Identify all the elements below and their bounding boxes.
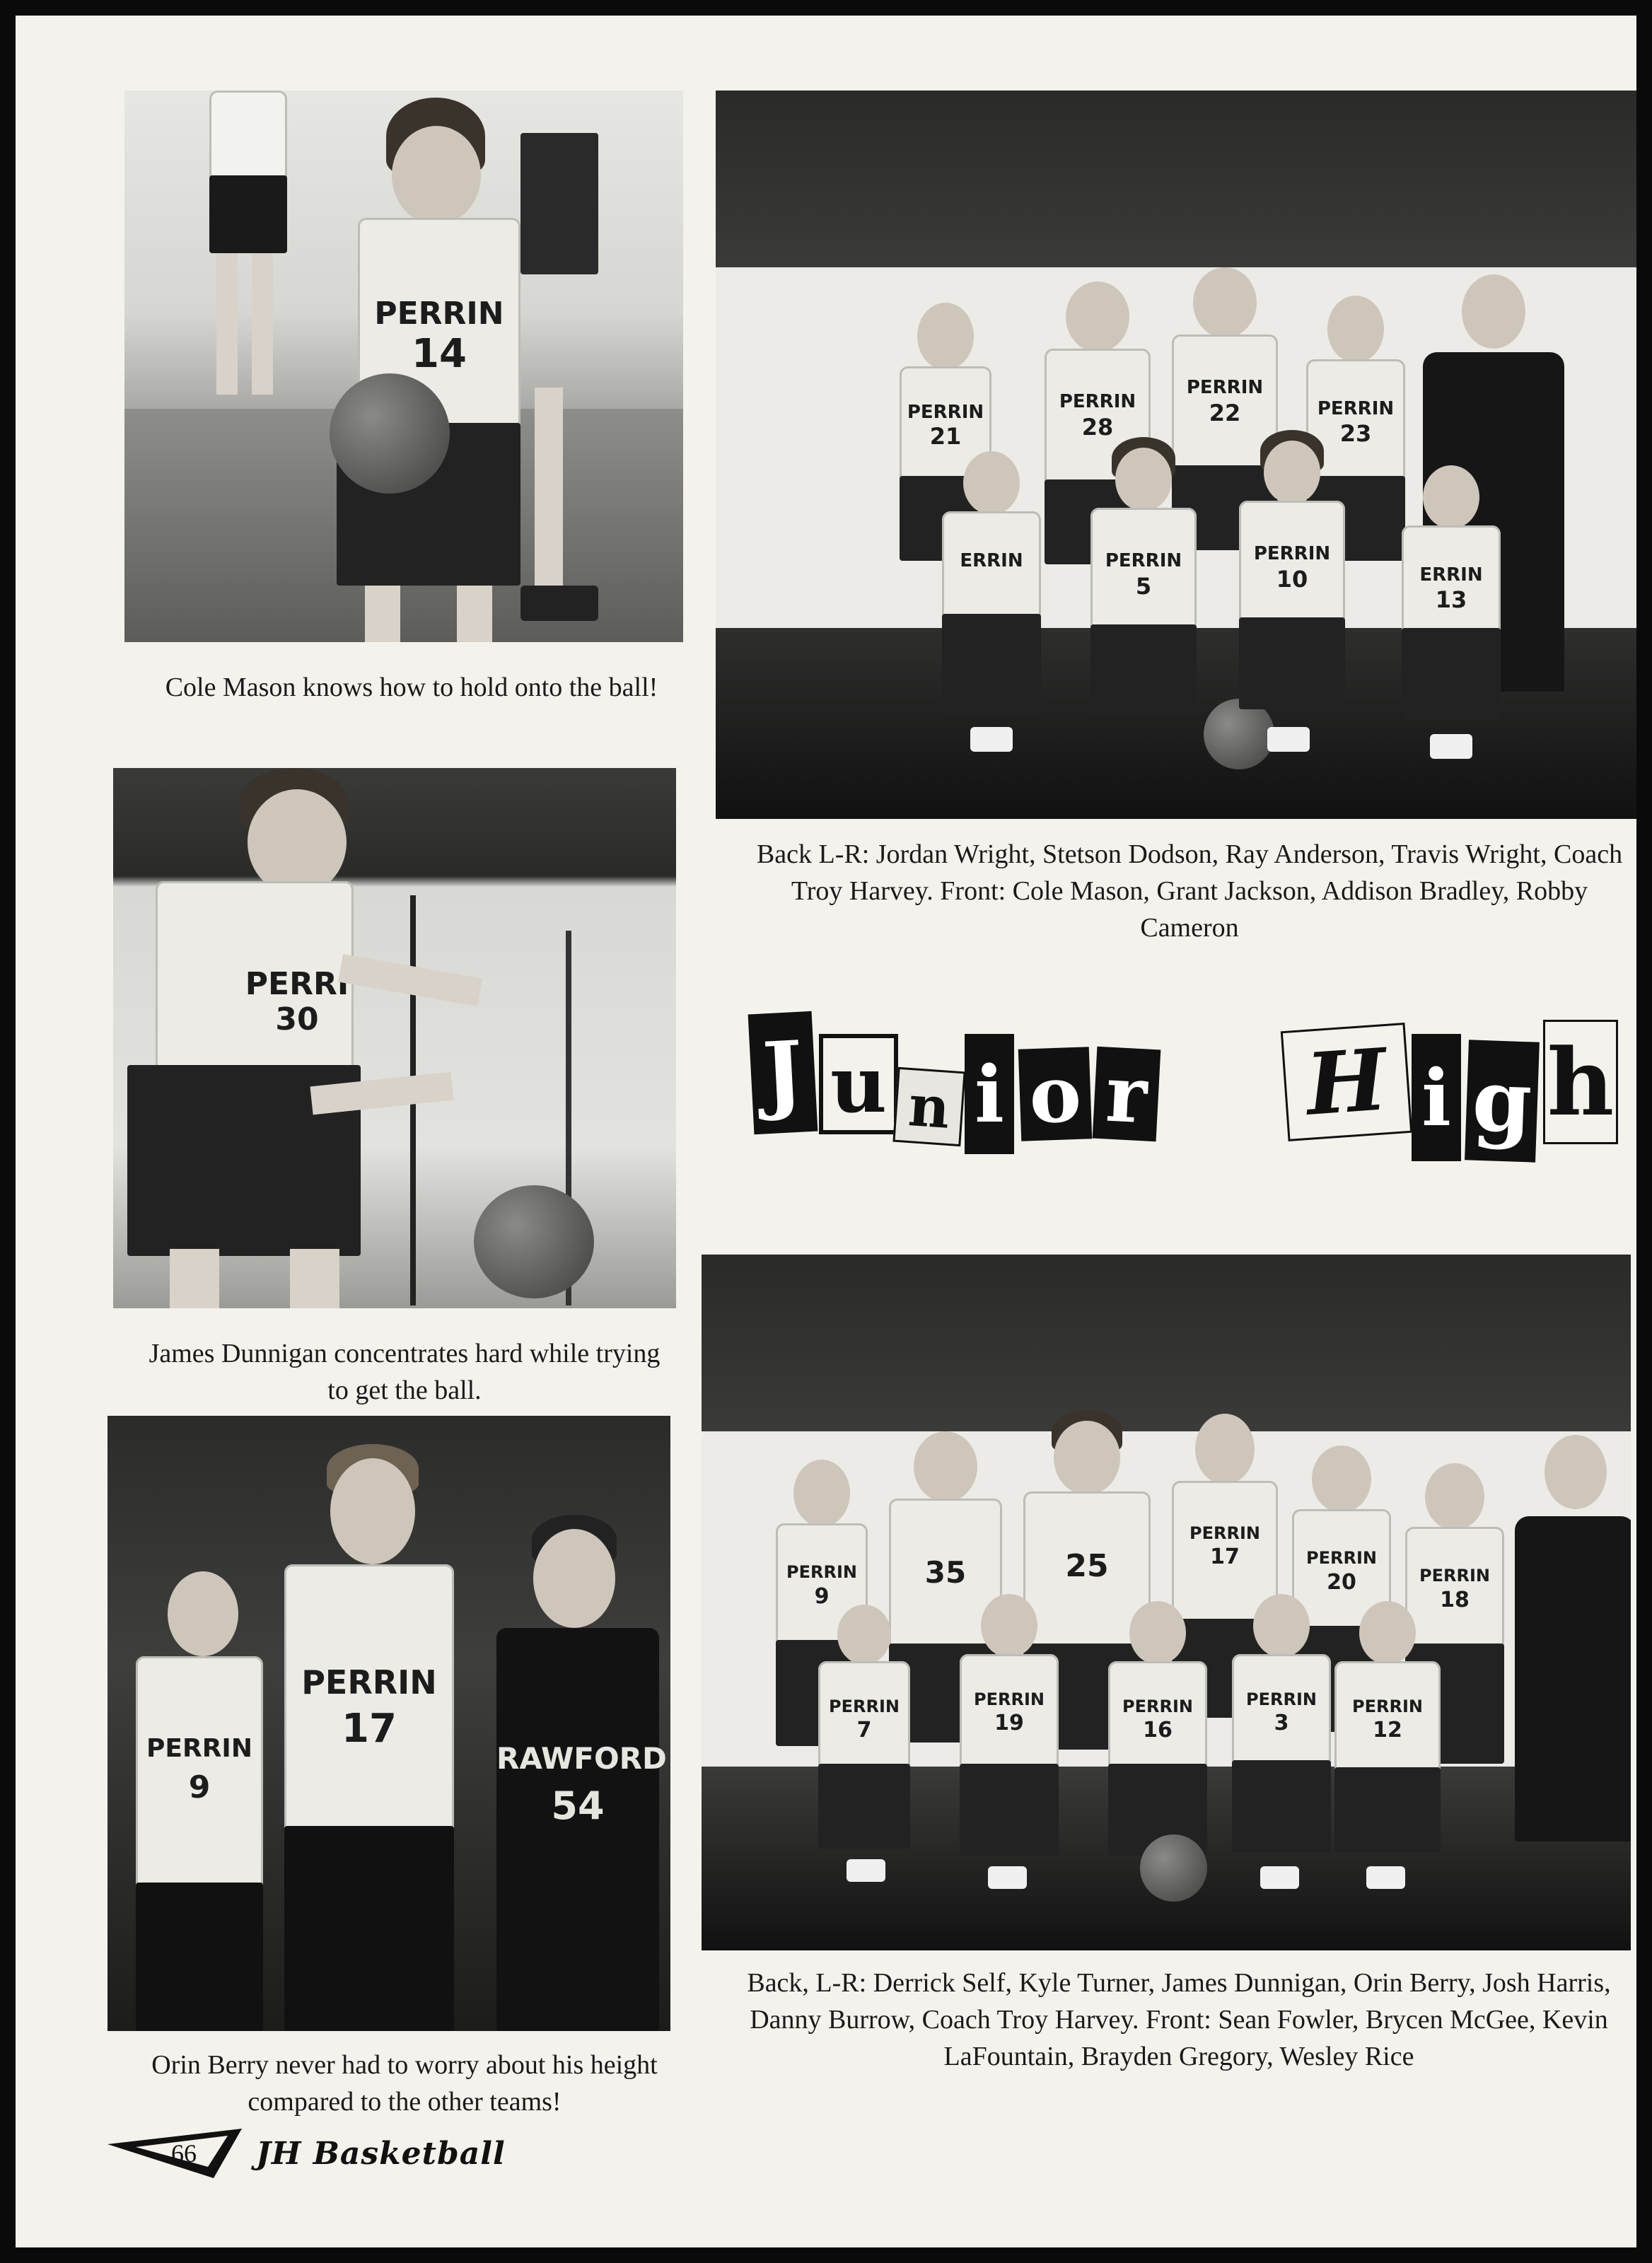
jersey-number: 7 (856, 1718, 872, 1743)
page-number: 66 (171, 2139, 197, 2168)
coach (1515, 1516, 1631, 1842)
jersey-text: PERRIN (1246, 1689, 1317, 1709)
jersey-number: 9 (188, 1769, 211, 1805)
basketball (330, 373, 450, 494)
title-letter: o (1018, 1047, 1092, 1141)
jersey-number: 17 (342, 1706, 397, 1752)
jersey-number: 30 (275, 1001, 319, 1037)
jersey-text: PERRIN (1253, 543, 1331, 564)
photo-orin-berry (107, 1416, 670, 2031)
jersey-number: 3 (1274, 1711, 1289, 1735)
jersey-number: 18 (1440, 1588, 1470, 1612)
jersey-text: PERRI (245, 966, 349, 1002)
title-letter: h (1543, 1020, 1618, 1144)
title-letter: J (748, 1011, 818, 1134)
footer (107, 2123, 603, 2187)
title-letter: u (819, 1034, 898, 1134)
basketball (1140, 1834, 1207, 1902)
jersey-number: 25 (1065, 1548, 1109, 1584)
jersey-number: 17 (1210, 1544, 1240, 1569)
yearbook-page (16, 16, 1636, 2247)
jersey-number: 54 (551, 1784, 605, 1828)
jersey-text: PERRIN (1189, 1523, 1260, 1543)
jersey-text: PERRIN (829, 1697, 900, 1716)
jersey-text: PERRIN (907, 402, 984, 423)
jersey-number: 35 (924, 1555, 967, 1590)
photo-cole-mason (124, 91, 683, 642)
jersey-text: PERRIN (974, 1689, 1045, 1709)
caption-orin-berry: Orin Berry never had to worry about his height compared to the other teams! (151, 2050, 658, 2117)
jersey-number: 20 (1327, 1570, 1356, 1595)
caption-cole-mason: Cole Mason knows how to hold onto the ball! (165, 673, 658, 702)
jersey-number: 16 (1143, 1718, 1173, 1743)
jersey-number: 21 (929, 423, 962, 450)
jersey-number: 13 (1435, 586, 1467, 613)
jersey-text: PERRIN (1186, 377, 1264, 398)
jersey-text: PERRIN (1419, 1566, 1490, 1586)
title-letter: g (1465, 1040, 1540, 1162)
caption-team-2: Back, L-R: Derrick Self, Kyle Turner, James Dunnigan, Orin Berry, Josh Harris, Danny Burrow, Coach Troy Harvey. Front: Sean Fowler, Brycen McGee, Kevin LaFountain, Brayden Gregory, Wesley Rice (747, 1968, 1611, 2071)
jersey-text: ERRIN (960, 550, 1023, 571)
title-letter: H (1281, 1023, 1412, 1141)
jersey-number: 22 (1209, 400, 1241, 426)
jersey-text: RAWFORD (496, 1741, 667, 1776)
title-letter: i (1412, 1034, 1461, 1161)
title-letter: i (965, 1034, 1014, 1154)
junior-high-title (751, 1006, 1635, 1175)
jersey-text: PERRIN (1317, 398, 1395, 419)
jersey-number: 9 (814, 1584, 830, 1609)
jersey-number: 14 (412, 331, 467, 377)
jersey-text: PERRIN (1059, 391, 1136, 412)
jersey-text: PERRIN (1122, 1697, 1193, 1716)
team-photo-1 (716, 91, 1636, 819)
jersey-text: PERRIN (1306, 1548, 1377, 1568)
title-letter: r (1093, 1047, 1161, 1142)
jersey-number: 5 (1135, 573, 1152, 600)
caption-team-1: Back L-R: Jordan Wright, Stetson Dodson, Ray Anderson, Travis Wright, Coach Troy Harvey. Front: Cole Mason, Grant Jackson, Addison Bradley, Robby Cameron (756, 839, 1623, 943)
caption-james-dunnigan: James Dunnigan concentrates hard while trying to get the ball. (149, 1339, 661, 1405)
basketball (474, 1185, 594, 1298)
jersey-text: PERRIN (1105, 550, 1182, 571)
jersey-text: PERRIN (301, 1663, 437, 1701)
jersey-text: PERRIN (146, 1734, 252, 1763)
section-title: JH Basketball (256, 2136, 506, 2172)
team-photo-2 (702, 1255, 1631, 1950)
jersey-text: PERRIN (374, 296, 504, 332)
jersey-text: PERRIN (786, 1562, 857, 1582)
jersey-number: 19 (994, 1711, 1024, 1735)
jersey-text: PERRIN (1352, 1697, 1423, 1716)
jersey-number: 10 (1276, 566, 1308, 593)
jersey-number: 23 (1339, 420, 1372, 447)
jersey-text: ERRIN (1419, 564, 1483, 586)
jersey-number: 28 (1081, 414, 1114, 441)
photo-james-dunnigan (113, 768, 676, 1308)
jersey-number: 12 (1373, 1718, 1402, 1743)
title-letter: n (892, 1067, 965, 1146)
